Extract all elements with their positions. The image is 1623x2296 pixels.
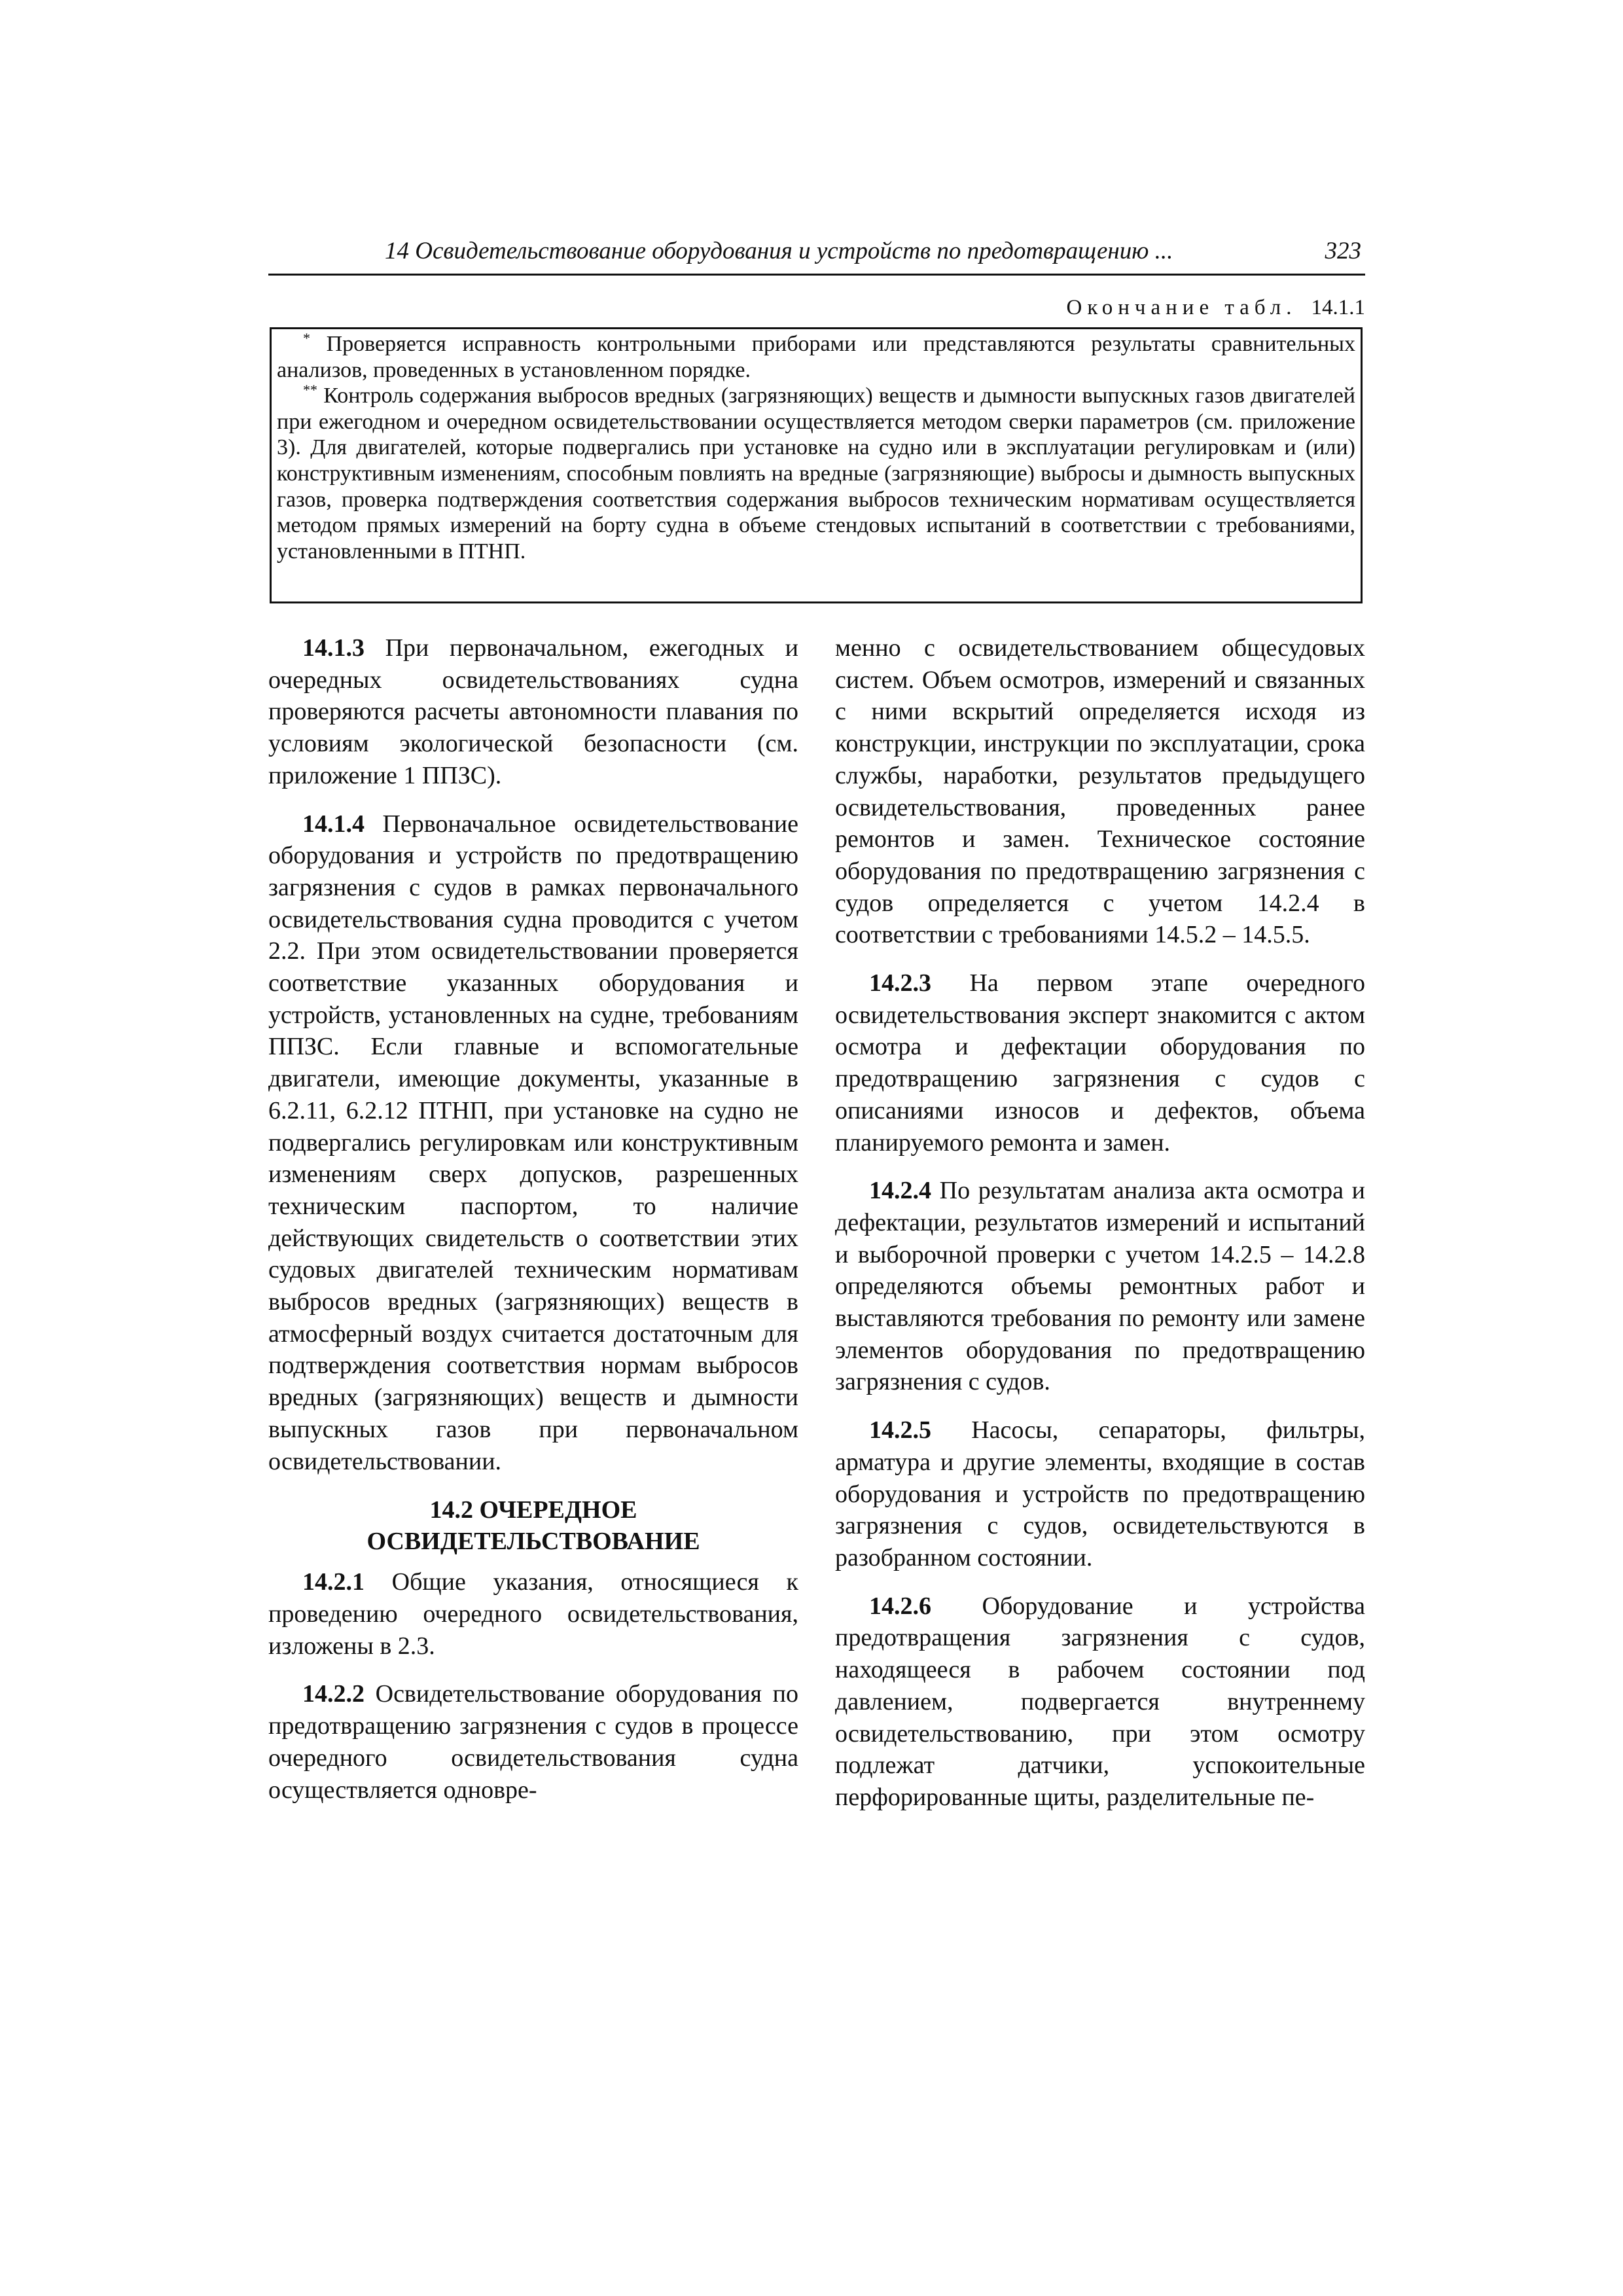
footnote-text: Проверяется исправность контрольными приборами или представляются результаты сравнительных анализов, проведенных в установленном порядке. xyxy=(277,332,1355,382)
section-heading xyxy=(268,1494,798,1557)
paragraph-text: менно с освидетельствованием общесудовых систем. Объем осмотров, измерений и связанных с ними вскрытий определяется исходя из конструкции, инструкции по эксплуатации, срока службы, наработки, результатов предыдущего освидетельствования, проведенных ранее ремонтов и замен. Техническое состояние оборудования по предотвращению загрязнения с судов определяется с учетом 14.2.4 в соответствии с требованиями 14.5.2 – 14.5.5. xyxy=(835,634,1365,949)
page-header xyxy=(268,237,1365,276)
paragraph-text: На первом этапе очередного освидетельствования эксперт знакомится с актом осмотра и дефектации оборудования по предотвращению загрязнения с судов с описаниями износов и дефектов, объема планируемого ремонта и замен. xyxy=(835,969,1365,1157)
paragraph-14-1-4 xyxy=(268,808,798,1478)
paragraph-number: 14.1.4 xyxy=(302,810,365,838)
paragraph-text: По результатам анализа акта осмотра и дефектации, результатов измерений и испытаний и выборочной проверки с учетом 14.2.5 – 14.2.8 определяются объемы ремонтных работ и выставляются требования по ремонту или замене элементов оборудования по предотвращению загрязнения с судов. xyxy=(835,1177,1365,1396)
paragraph-number: 14.2.2 xyxy=(302,1680,365,1708)
left-column xyxy=(268,632,798,1822)
section-heading-line-1: 14.2 ОЧЕРЕДНОЕ xyxy=(429,1496,637,1524)
paragraph-number: 14.2.1 xyxy=(302,1568,365,1596)
paragraph-number: 14.2.5 xyxy=(869,1416,931,1444)
table-footnotes-box xyxy=(270,327,1363,603)
paragraph-number: 14.1.3 xyxy=(302,634,365,662)
paragraph-14-2-3 xyxy=(835,967,1365,1158)
table-caption xyxy=(903,296,1365,320)
paragraph-text: Оборудование и устройства предотвращения загрязнения с судов, находящееся в рабочем состоянии под давлением, подвергается внутреннему освидетельствованию, при этом осмотру подлежат датчики, успокоительные перфорированные щиты, разделительные пе- xyxy=(835,1592,1365,1811)
footnote-mark: ** xyxy=(303,382,317,399)
paragraph-14-2-4 xyxy=(835,1175,1365,1398)
paragraph-number: 14.2.4 xyxy=(869,1177,931,1205)
footnote xyxy=(277,383,1355,564)
page-number: 323 xyxy=(1325,238,1361,264)
paragraph-14-2-2 xyxy=(268,1678,798,1806)
paragraph-text: Общие указания, относящиеся к проведению очередного освидетельствования, изложены в 2.3. xyxy=(268,1568,799,1660)
section-heading-line-2: ОСВИДЕТЕЛЬСТВОВАНИЕ xyxy=(366,1528,700,1556)
paragraph-text: Первоначальное освидетельствование оборудования и устройств по предотвращению загрязнения с судов в рамках первоначального освидетельствования судна проводится с учетом 2.2. При этом освидетельствовании проверяется соответствие указанных оборудования и устройств, установленных на судне, требованиям ППЗС. Если главные и вспомогательные двигатели, имеющие документы, указанные в 6.2.11, 6.2.12 ПТНП, при установке на судно не подвергались регулировкам или конструктивным изменениям сверх допусков, разрешенных техническим паспортом, то наличие действующих свидетельств о соответствии этих судовых двигателей техническим нормативам выбросов вредных (загрязняющих) веществ в атмосферный воздух считается достаточным для подтверждения соответствия нормам выбросов вредных (загрязняющих) веществ и дымности выпускных газов при первоначальном освидетельствовании. xyxy=(268,810,798,1475)
paragraph-14-2-2-continued xyxy=(835,632,1365,951)
footnote-mark: * xyxy=(303,330,310,346)
paragraph-text: При первоначальном, ежегодных и очередных освидетельствованиях судна проверяются расчеты автономности плавания по условиям экологической безопасности (см. приложение 1 ППЗС). xyxy=(268,634,798,789)
table-caption-number: 14.1.1 xyxy=(1311,296,1365,319)
paragraph-14-2-1 xyxy=(268,1566,798,1662)
footnote-text: Контроль содержания выбросов вредных (загрязняющих) веществ и дымности выпускных газов двигателей при ежегодном и очередном освидетельствовании осуществляется методом сверки параметров (см. приложение 3). Для двигателей, которые подвергались при установке на судно или в эксплуатации регулировкам и (или) конструктивным изменениям, способным повлиять на вредные (загрязняющие) выбросы и дымность выпускных газов, проверка подтверждения соответствия содержания выбросов техническим нормативам осуществляется методом прямых измерений на борту судна в объеме стендовых испытаний в соответствии с требованиями, установленными в ПТНП. xyxy=(277,384,1355,564)
table-caption-prefix: Окончание табл. xyxy=(1066,296,1297,319)
paragraph-14-2-6 xyxy=(835,1590,1365,1814)
running-title: 14 Освидетельствование оборудования и устройств по предотвращению ... xyxy=(385,238,1173,264)
footnote xyxy=(277,331,1355,383)
paragraph-text: Насосы, сепараторы, фильтры, арматура и другие элементы, входящие в состав оборудования и устройств по предотвращению загрязнения с судов, освидетельствуются в разобранном состоянии. xyxy=(835,1416,1365,1571)
paragraph-number: 14.2.3 xyxy=(869,969,931,997)
paragraph-14-2-5 xyxy=(835,1414,1365,1574)
paragraph-number: 14.2.6 xyxy=(869,1592,931,1620)
paragraph-text: Освидетельствование оборудования по предотвращению загрязнения с судов в процессе очередного освидетельствования судна осуществляется одновре- xyxy=(268,1680,798,1804)
paragraph-14-1-3 xyxy=(268,632,798,792)
right-column xyxy=(835,632,1365,1830)
